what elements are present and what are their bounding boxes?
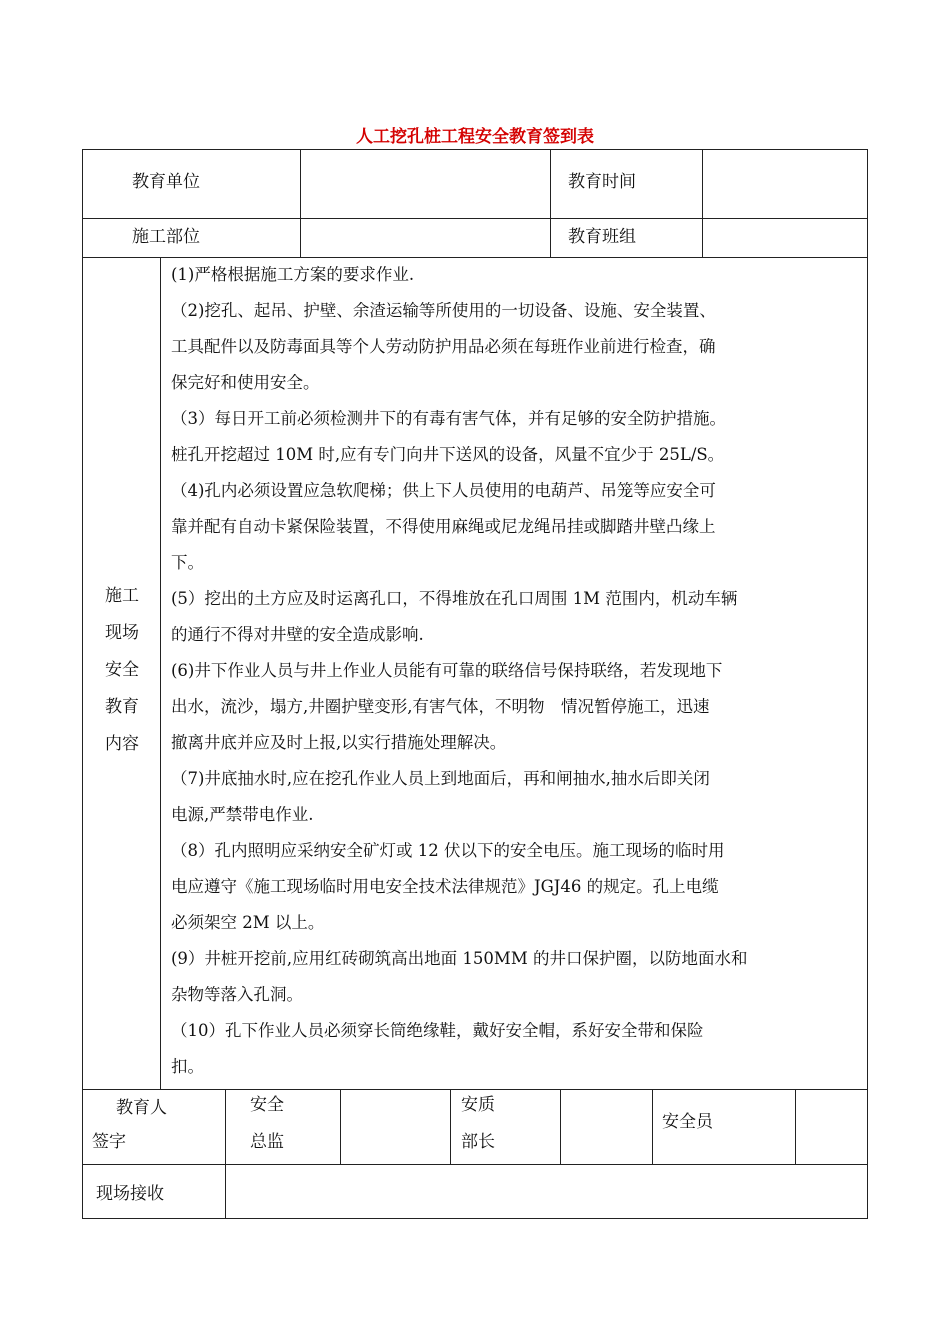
educator-signature-label-2: 签字 [92,1132,126,1152]
content-line: (9）井桩开挖前,应用红砖砌筑高出地面 150MM 的井口保护圈，以防地面水和 [171,949,748,968]
content-line: 必须架空 2M 以上。 [171,913,325,932]
edu-team-label: 教育班组 [568,227,636,247]
safety-officer-label: 安全员 [662,1112,713,1132]
content-line: 桩孔开挖超过 10M 时,应有专门向井下送风的设备，风量不宜少于 25L/S。 [171,445,725,464]
content-line: 的通行不得对井壁的安全造成影响. [171,625,424,644]
quality-head-label-2: 部长 [461,1132,495,1152]
content-line: (1)严格根据施工方案的要求作业. [171,265,415,284]
content-line: 工具配件以及防毒面具等个人劳动防护用品必须在每班作业前进行检查，确 [171,337,716,356]
content-line: 下。 [171,553,204,572]
content-label-line: 施工 [105,586,139,606]
content-label-line: 教育 [105,697,139,717]
educator-signature-label: 教育人 [116,1098,167,1118]
content-line: 电源,严禁带电作业. [171,805,314,824]
site-receive-label: 现场接收 [96,1184,164,1204]
content-section-label [84,578,160,763]
content-line: （2)挖孔、起吊、护壁、余渣运输等所使用的一切设备、设施、安全装置、 [171,301,716,320]
content-line: （8）孔内照明应采纳安全矿灯或 12 伏以下的安全电压。施工现场的临时用 [171,841,725,860]
content-line: (5）挖出的土方应及时运离孔口，不得堆放在孔口周围 1M 范围内，机动车辆 [171,589,738,608]
content-line: （4)孔内必须设置应急软爬梯；供上下人员使用的电葫芦、吊笼等应安全可 [171,481,716,500]
edu-time-label: 教育时间 [568,172,636,192]
content-line: 靠并配有自动卡紧保险装置，不得使用麻绳或尼龙绳吊挂或脚踏井壁凸缘上 [171,517,716,536]
quality-head-label: 安质 [461,1095,495,1115]
content-line: 保完好和使用安全。 [171,373,320,392]
page-title: 人工挖孔桩工程安全教育签到表 [356,127,594,147]
content-line: （7)井底抽水时,应在挖孔作业人员上到地面后，再和闸抽水,抽水后即关闭 [171,769,710,788]
content-line: 杂物等落入孔洞。 [171,985,303,1004]
content-line: 出水，流沙，塌方,井圈护壁变形,有害气体，不明物 情况暂停施工，迅速 [171,697,710,716]
content-label-line: 内容 [105,734,139,754]
content-label-line: 现场 [105,623,139,643]
safety-director-label: 安全 [250,1095,284,1115]
safety-education-content [171,257,831,1085]
content-line: 电应遵守《施工现场临时用电安全技术法律规范》JGJ46 的规定。孔上电缆 [171,877,719,896]
edu-unit-label: 教育单位 [132,172,200,192]
content-line: （10）孔下作业人员必须穿长筒绝缘鞋，戴好安全帽，系好安全带和保险 [171,1021,704,1040]
content-line: （3）每日开工前必须检测井下的有毒有害气体，并有足够的安全防护措施。 [171,409,726,428]
content-label-line: 安全 [105,660,139,680]
content-line: 撤离井底并应及时上报,以实行措施处理解决。 [171,733,507,752]
site-part-label: 施工部位 [132,227,200,247]
content-line: 扣。 [171,1057,204,1076]
safety-director-label-2: 总监 [250,1132,284,1152]
content-line: (6)井下作业人员与井上作业人员能有可靠的联络信号保持联络，若发现地下 [171,661,723,680]
